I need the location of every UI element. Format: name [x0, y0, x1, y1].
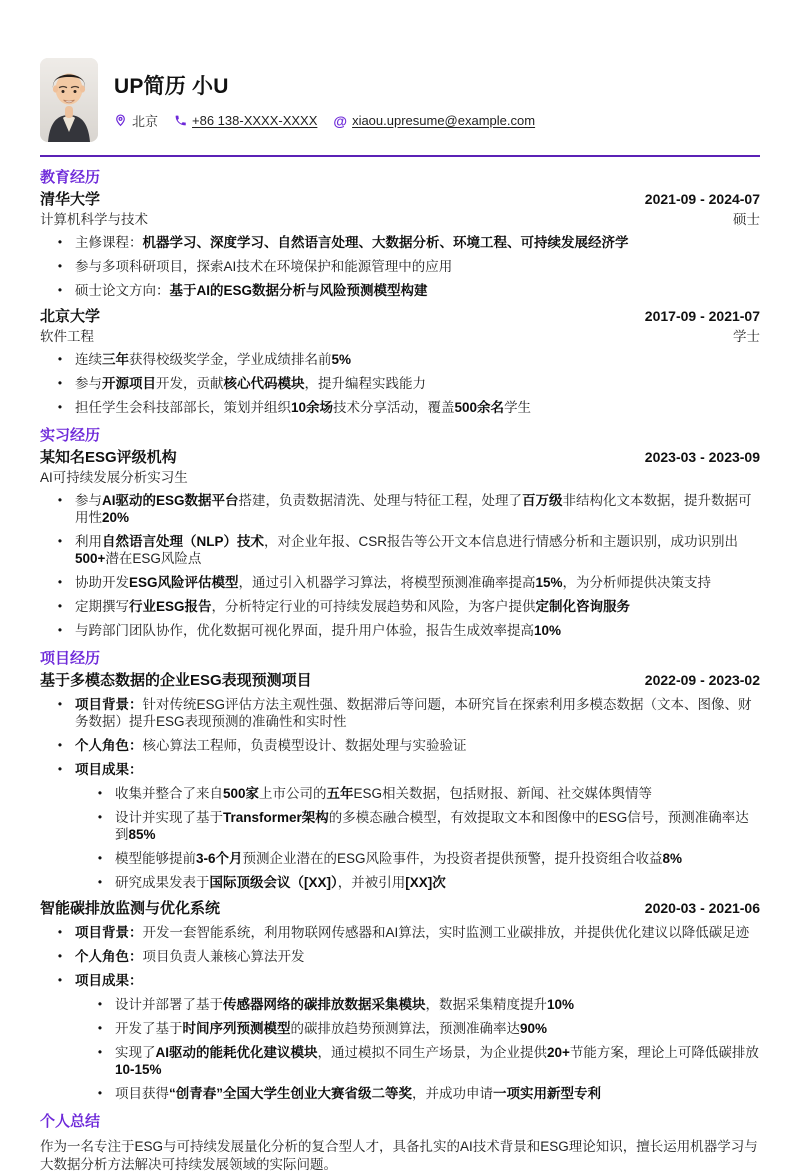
- entry-date: 2017-09 - 2021-07: [644, 308, 760, 324]
- bullet-text: 硕士论文方向：基于AI的ESG数据分析与风险预测模型构建: [75, 283, 428, 298]
- resume-section: [40, 1112, 760, 1173]
- bullet-marker: •: [57, 534, 63, 548]
- entry-subtitle: 计算机科学与技术: [40, 212, 148, 227]
- bullet-marker: •: [57, 259, 63, 273]
- bullet-marker: •: [97, 1086, 103, 1100]
- summary-paragraph: 作为一名专注于ESG与可持续发展量化分析的复合型人才，具备扎实的AI技术背景和ESG理论知识，擅长运用机器学习与大数据分析方法解决可持续发展领域的实际问题。: [40, 1139, 758, 1172]
- bullet-marker: •: [57, 623, 63, 637]
- bullet-item: [40, 492, 760, 526]
- sub-bullet-item: [40, 1085, 760, 1102]
- bullet-marker: •: [97, 786, 103, 800]
- entry: [40, 671, 760, 891]
- bullet-marker: •: [57, 973, 63, 987]
- entry-title: 北京大学: [40, 308, 101, 325]
- bullet-list: [40, 924, 760, 1102]
- contact-row: [114, 111, 760, 130]
- entry-title: 某知名ESG评级机构: [40, 449, 177, 466]
- sub-bullet-item: [40, 1020, 760, 1037]
- entry-header-row: [40, 899, 760, 918]
- bullet-list: [40, 492, 760, 639]
- entry-header-row: [40, 190, 760, 209]
- bullet-item: [40, 622, 760, 639]
- bullet-marker: •: [97, 810, 103, 824]
- phone-link[interactable]: +86 138-XXXX-XXXX: [192, 113, 318, 128]
- bullet-text: 设计并部署了基于传感器网络的碳排放数据采集模块，数据采集精度提升10%: [115, 997, 575, 1012]
- entry-date: 2022-09 - 2023-02: [644, 672, 760, 688]
- at-icon: @: [333, 112, 348, 129]
- bullet-text: 与跨部门团队协作，优化数据可视化界面，提升用户体验，报告生成效率提高10%: [75, 623, 562, 638]
- bullet-marker: •: [57, 949, 63, 963]
- bullet-marker: •: [57, 697, 63, 711]
- entry: [40, 190, 760, 299]
- bullet-text: 项目背景：开发一套智能系统，利用物联网传感器和AI算法，实时监测工业碳排放，并提供优化建议以降低碳足迹: [75, 925, 750, 940]
- bullet-marker: •: [57, 925, 63, 939]
- bullet-item: [40, 375, 760, 392]
- entry-date: 2020-03 - 2021-06: [644, 900, 760, 916]
- bullet-text: 连续三年获得校级奖学金，学业成绩排名前5%: [75, 352, 352, 367]
- bullet-text: 参与开源项目开发，贡献核心代码模块，提升编程实践能力: [75, 376, 426, 391]
- bullet-text: 担任学生会科技部部长，策划并组织10余场技术分享活动，覆盖500余名学生: [75, 400, 532, 415]
- resume-section: [40, 168, 760, 416]
- bullet-item: [40, 696, 760, 730]
- bullet-text: 主修课程：机器学习、深度学习、自然语言处理、大数据分析、环境工程、可持续发展经济学: [75, 235, 629, 250]
- entry-header-row: [40, 448, 760, 467]
- bullet-text: 定期撰写行业ESG报告，分析特定行业的可持续发展趋势和风险，为客户提供定制化咨询服务: [75, 599, 631, 614]
- candidate-name: UP简历 小U: [114, 75, 229, 98]
- entry-title: 清华大学: [40, 191, 101, 208]
- bullet-text: 参与AI驱动的ESG数据平台搭建，负责数据清洗、处理与特征工程，处理了百万级非结构化文本数据，提升数据可用性20%: [75, 493, 752, 525]
- sub-bullet-item: [40, 996, 760, 1013]
- entry-subtitle: 软件工程: [40, 329, 94, 344]
- bullet-list: [40, 234, 760, 299]
- section-title: 个人总结: [40, 1113, 101, 1130]
- resume-body: [40, 157, 760, 1173]
- entry-title: 智能碳排放监测与优化系统: [40, 900, 221, 917]
- bullet-text: 项目获得“创青春”全国大学生创业大赛省级二等奖，并成功申请一项实用新型专利: [115, 1086, 601, 1101]
- phone-item: [174, 113, 317, 128]
- bullet-item: [40, 948, 760, 965]
- bullet-marker: •: [97, 875, 103, 889]
- entry-header-row: [40, 307, 760, 326]
- entry: [40, 307, 760, 416]
- entry-title: 基于多模态数据的企业ESG表现预测项目: [40, 672, 312, 689]
- bullet-text: 实现了AI驱动的能耗优化建议模块，通过模拟不同生产场景，为企业提供20+节能方案，理论上可降低碳排放10-15%: [115, 1045, 759, 1077]
- bullet-item: [40, 234, 760, 251]
- bullet-marker: •: [97, 1045, 103, 1059]
- sub-bullet-item: [40, 785, 760, 802]
- bullet-marker: •: [57, 352, 63, 366]
- section-title: 教育经历: [40, 169, 101, 186]
- bullet-text: 开发了基于时间序列预测模型的碳排放趋势预测算法，预测准确率达90%: [115, 1021, 548, 1036]
- bullet-marker: •: [57, 762, 63, 776]
- email-link[interactable]: xiaou.upresume@example.com: [352, 113, 536, 128]
- bullet-text: 个人角色：核心算法工程师，负责模型设计、数据处理与实验验证: [75, 738, 467, 753]
- bullet-item: [40, 282, 760, 299]
- bullet-item: [40, 399, 760, 416]
- bullet-marker: •: [57, 283, 63, 297]
- bullet-marker: •: [97, 997, 103, 1011]
- sub-bullet-item: [40, 809, 760, 843]
- bullet-text: 个人角色：项目负责人兼核心算法开发: [75, 949, 305, 964]
- bullet-text: 项目背景：针对传统ESG评估方法主观性强、数据滞后等问题，本研究旨在探索利用多模态数据（文本、图像、财务数据）提升ESG表现预测的准确性和实时性: [75, 697, 752, 729]
- bullet-marker: •: [57, 400, 63, 414]
- entry-date: 2021-09 - 2024-07: [644, 191, 760, 207]
- bullet-item: [40, 761, 760, 778]
- bullet-item: [40, 598, 760, 615]
- profile-photo-illustration: [40, 58, 98, 142]
- header-info: [114, 70, 760, 130]
- entry-subtitle: AI可持续发展分析实习生: [40, 470, 188, 485]
- bullet-marker: •: [97, 1021, 103, 1035]
- bullet-text: 研究成果发表于国际顶级会议（[XX]），并被引用[XX]次: [115, 875, 446, 890]
- resume-section: [40, 426, 760, 639]
- bullet-item: [40, 972, 760, 989]
- entry: [40, 899, 760, 1102]
- bullet-marker: •: [57, 575, 63, 589]
- bullet-item: [40, 737, 760, 754]
- bullet-item: [40, 351, 760, 368]
- bullet-text: 模型能够提前3-6个月预测企业潜在的ESG风险事件，为投资者提供预警，提升投资组合收益8%: [115, 851, 683, 866]
- bullet-text: 项目成果：: [75, 973, 143, 988]
- bullet-marker: •: [57, 599, 63, 613]
- bullet-item: [40, 574, 760, 591]
- bullet-text: 设计并实现了基于Transformer架构的多模态融合模型，有效提取文本和图像中的ESG信号，预测准确率达到85%: [115, 810, 749, 842]
- sub-bullet-item: [40, 850, 760, 867]
- bullet-item: [40, 533, 760, 567]
- bullet-marker: •: [97, 851, 103, 865]
- bullet-marker: •: [57, 235, 63, 249]
- bullet-list: [40, 351, 760, 416]
- entry-degree: 硕士: [733, 212, 760, 227]
- entry-subtitle-row: [40, 328, 760, 345]
- bullet-marker: •: [57, 376, 63, 390]
- bullet-text: 协助开发ESG风险评估模型，通过引入机器学习算法，将模型预测准确率提高15%，为分析师提供决策支持: [75, 575, 712, 590]
- bullet-text: 项目成果：: [75, 762, 143, 777]
- location-text: 北京: [132, 114, 159, 129]
- bullet-text: 收集并整合了来自500家上市公司的五年ESG相关数据，包括财报、新闻、社交媒体舆情等: [115, 786, 653, 801]
- bullet-list: [40, 696, 760, 891]
- entry-degree: 学士: [733, 329, 760, 344]
- entry-header-row: [40, 671, 760, 690]
- location-item: [114, 111, 158, 130]
- entry: [40, 448, 760, 639]
- bullet-marker: •: [57, 738, 63, 752]
- phone-icon: [174, 114, 187, 127]
- profile-photo: [40, 58, 98, 142]
- bullet-text: 参与多项科研项目，探索AI技术在环境保护和能源管理中的应用: [75, 259, 453, 274]
- resume-section: [40, 649, 760, 1102]
- location-pin-icon: [114, 113, 127, 128]
- section-title: 实习经历: [40, 427, 101, 444]
- email-item: [333, 113, 535, 128]
- sub-bullet-item: [40, 1044, 760, 1078]
- resume-header: [40, 0, 760, 142]
- entry-subtitle-row: [40, 211, 760, 228]
- bullet-item: [40, 924, 760, 941]
- bullet-text: 利用自然语言处理（NLP）技术，对企业年报、CSR报告等公开文本信息进行情感分析和主题识别，成功识别出500+潜在ESG风险点: [75, 534, 739, 566]
- entry-subtitle-row: [40, 469, 760, 486]
- entry-date: 2023-03 - 2023-09: [644, 449, 760, 465]
- section-title: 项目经历: [40, 650, 101, 667]
- bullet-item: [40, 258, 760, 275]
- bullet-marker: •: [57, 493, 63, 507]
- sub-bullet-item: [40, 874, 760, 891]
